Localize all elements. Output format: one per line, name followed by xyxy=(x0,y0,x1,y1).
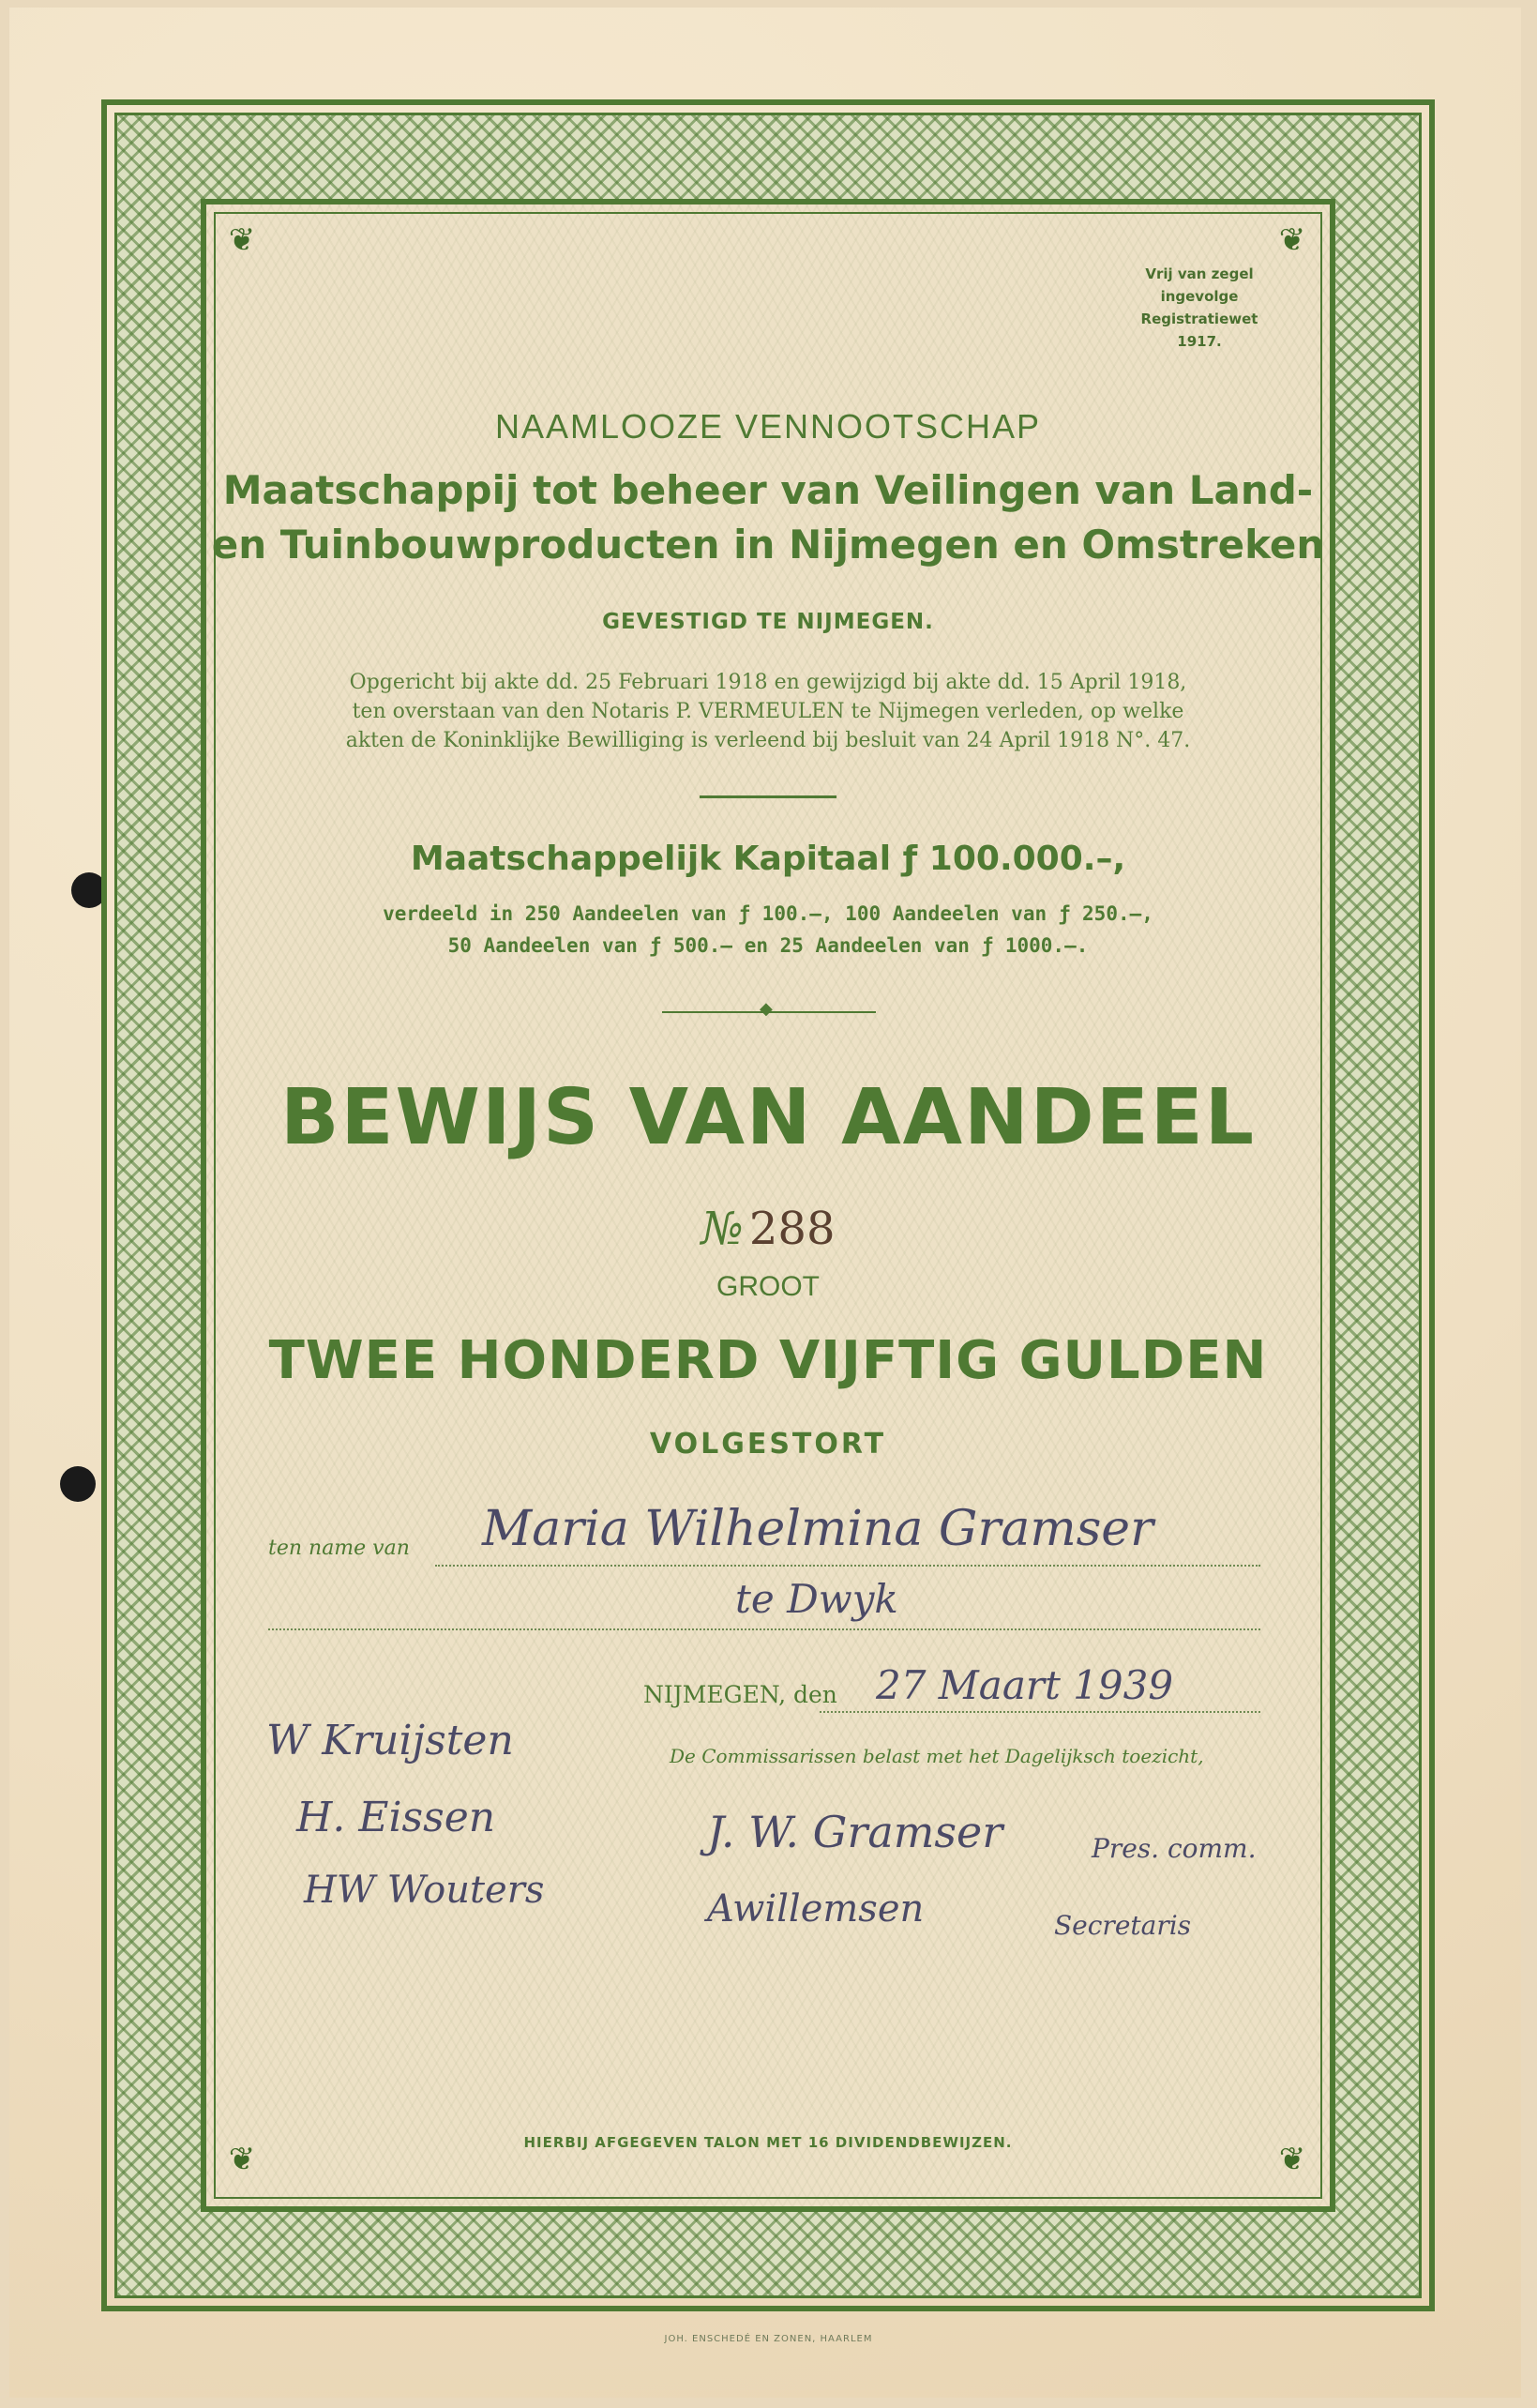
holder-label: ten name van xyxy=(268,1537,410,1560)
paid-status: VOLGESTORT xyxy=(649,1428,887,1461)
number-sign: № xyxy=(701,1203,744,1255)
date-line xyxy=(820,1711,1260,1713)
certificate-number xyxy=(201,1203,1335,1255)
company-name-line: Maatschappij tot beheer van Veilingen van Land- xyxy=(222,467,1314,513)
holder-line xyxy=(435,1565,1260,1567)
company-type: NAAMLOOZE VENNOOTSCHAP xyxy=(494,407,1042,446)
certificate-content xyxy=(201,199,1335,2212)
groot-label: GROOT xyxy=(716,1271,820,1302)
signature: J. W. Gramser xyxy=(707,1807,1003,1857)
signature: HW Wouters xyxy=(304,1869,545,1912)
number-value: 288 xyxy=(748,1203,836,1255)
printer-imprint: JOH. ENSCHEDÉ EN ZONEN, HAARLEM xyxy=(664,2334,873,2344)
company-name-line: en Tuinbouwproducten in Nijmegen en Omstreken xyxy=(211,522,1325,568)
certificate-amount: TWEE HONDERD VIJFTIG GULDEN xyxy=(268,1330,1268,1391)
founding-line: Opgericht bij akte dd. 25 Februari 1918 en gewijzigd bij akte dd. 15 April 1918, xyxy=(349,671,1187,694)
divider-rule xyxy=(700,795,836,798)
company-seat: GEVESTIGD TE NIJMEGEN. xyxy=(602,610,934,634)
stamp-line: Registratiewet xyxy=(1140,310,1258,327)
holder-line xyxy=(268,1628,1260,1630)
capital-division xyxy=(201,898,1335,962)
holder-name: Maria Wilhelmina Gramser xyxy=(482,1501,1153,1557)
signature: Awillemsen xyxy=(707,1887,925,1931)
divider-ornament-icon: ◆ xyxy=(760,999,773,1019)
commissioners-label: De Commissarissen belast met het Dagelijksch toezicht, xyxy=(670,1745,1204,1767)
talon-note: HIERBIJ AFGEGEVEN TALON MET 16 DIVIDENDBEWIJZEN. xyxy=(523,2134,1013,2151)
stamp-line: ingevolge xyxy=(1160,288,1239,305)
founding-text xyxy=(257,668,1279,755)
certificate-title: BEWIJS VAN AANDEEL xyxy=(279,1073,1257,1162)
corner-ornament-icon: ❦ xyxy=(1278,2141,1306,2178)
division-line: verdeeld in 250 Aandeelen van ƒ 100.–, 100 Aandeelen van ƒ 250.–, xyxy=(383,902,1153,925)
corner-ornament-icon: ❦ xyxy=(228,2141,256,2178)
issue-place: NIJMEGEN, den xyxy=(643,1681,837,1708)
corner-ornament-icon: ❦ xyxy=(228,221,256,259)
founding-line: akten de Koninklijke Bewilliging is verleend bij besluit van 24 April 1918 N°. 47. xyxy=(345,729,1191,752)
company-name xyxy=(201,463,1335,572)
signature-title: Secretaris xyxy=(1054,1910,1192,1941)
punch-hole-bottom xyxy=(60,1466,96,1502)
corner-ornament-icon: ❦ xyxy=(1278,221,1306,259)
holder-residence: te Dwyk xyxy=(735,1576,898,1622)
stamp-line: Vrij van zegel xyxy=(1145,265,1254,282)
signature-title: Pres. comm. xyxy=(1092,1833,1257,1864)
division-line: 50 Aandeelen van ƒ 500.– en 25 Aandeelen van ƒ 1000.–. xyxy=(447,934,1089,957)
founding-line: ten overstaan van den Notaris P. VERMEULEN te Nijmegen verleden, op welke xyxy=(352,700,1184,723)
stamp-line: 1917. xyxy=(1177,333,1222,350)
signature: H. Eissen xyxy=(296,1794,496,1841)
signature: W Kruijsten xyxy=(266,1717,514,1764)
stamp-duty-note xyxy=(1129,263,1270,353)
capital-heading: Maatschappelijk Kapitaal ƒ 100.000.–, xyxy=(410,840,1126,878)
issue-date: 27 Maart 1939 xyxy=(876,1662,1174,1708)
